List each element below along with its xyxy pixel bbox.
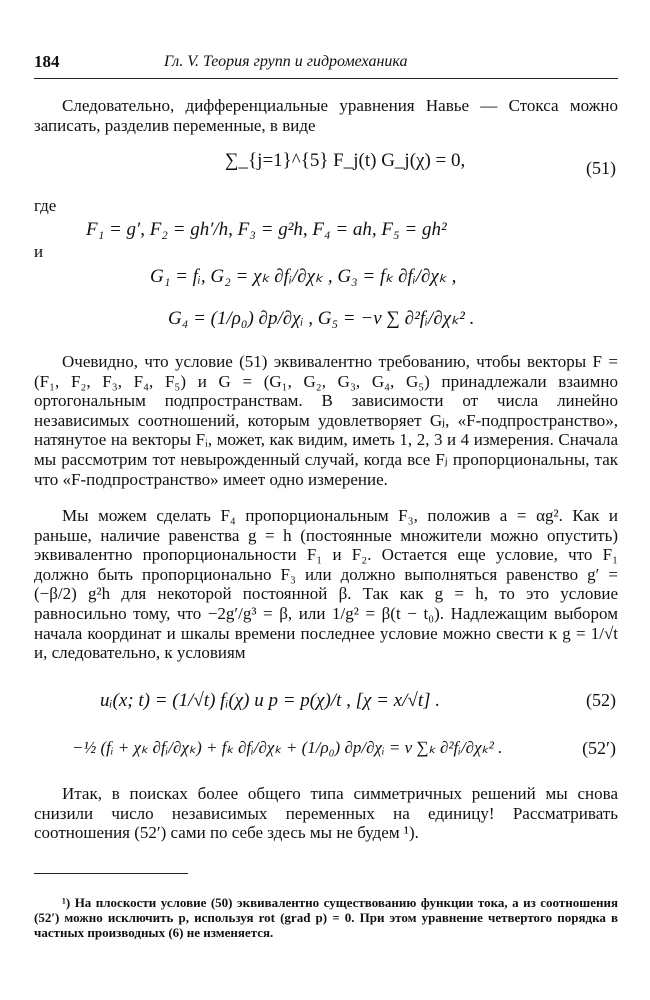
page-number: 184: [34, 52, 60, 71]
paragraph-3: Мы можем сделать F₄ пропорциональным F₃, положив a = αg². Как и раньше, наличие равенства g = h (постоянные множители можно опустить) эквивалентно пропорциональности F₁ и F₂. Остается еще условие, что F₁ должно быть пропорционально F₃ или должно выполняться равенство g′ = (−β/2) g²h для некоторой постоянной β. Так как g = h, то это условие равносильно тому, что −2g′/g³ = β, или 1/g² = β(t − t₀). Надлежащим выбором начала координат и шкалы времени последнее условие можно свести к g = 1/√t и, следовательно, к условиям: [34, 506, 618, 663]
equation-G-definitions-1: G₁ = fᵢ, G₂ = χₖ ∂fᵢ/∂χₖ , G₃ = fₖ ∂fᵢ/∂χₖ ,: [150, 266, 457, 287]
equation-52: uᵢ(x; t) = (1/√t) fᵢ(χ) и p = p(χ)/t , [χ = x/√t] .: [100, 690, 440, 711]
equation-51: ∑_{j=1}^{5} F_j(t) G_j(χ) = 0,: [225, 150, 466, 171]
running-title: Гл. V. Теория групп и гидромеханика: [164, 53, 408, 70]
equation-number-52-prime: (52′): [582, 738, 616, 758]
paragraph-2: Очевидно, что условие (51) эквивалентно требованию, чтобы векторы F = (F₁, F₂, F₃, F₄, F₅) и G = (G₁, G₂, G₃, G₄, G₅) принадлежали взаимно ортогональным подпространствам. В зависимости от числа линейно независимых соотношений, которым удовлетворяет Gⱼ, «F-подпространство», натянутое на векторы Fᵢ, может, как видим, иметь 1, 2, 3 и 4 измерения. Сначала мы рассмотрим тот невырожденный случай, когда все Fⱼ пропорциональны, так что «F-подпространство» имеет одно измерение.: [34, 352, 618, 489]
paragraph-1: Следовательно, дифференциальные уравнения Навье — Стокса можно записать, разделив переменные, в виде: [34, 96, 618, 135]
footnote: ¹) На плоскости условие (50) эквивалентно существованию функции тока, а из соотношения (52′) можно исключить p, используя rot (grad p) = 0. При этом уравнение четвертого порядка в частных производных (6) не изменяется.: [34, 895, 618, 940]
equation-number-51: (51): [586, 158, 616, 178]
and-label: и: [34, 242, 44, 261]
paragraph-4: Итак, в поисках более общего типа симметричных решений мы снова снизили число независимых переменных на единицу! Рассматривать соотношения (52′) сами по себе здесь мы не будем ¹).: [34, 784, 618, 843]
equation-52-prime: −½ (fᵢ + χₖ ∂fᵢ/∂χₖ) + fₖ ∂fᵢ/∂χₖ + (1/ρ₀) ∂p/∂χᵢ = ν ∑ₖ ∂²fᵢ/∂χₖ² .: [72, 738, 503, 757]
running-header: [34, 52, 616, 76]
equation-number-52: (52): [586, 690, 616, 710]
where-label: где: [34, 196, 57, 215]
footnote-rule: [34, 873, 188, 874]
header-rule: [34, 78, 618, 79]
equation-G-definitions-2: G₄ = (1/ρ₀) ∂p/∂χᵢ , G₅ = −ν ∑ ∂²fᵢ/∂χₖ² .: [168, 308, 475, 329]
equation-F-definitions: F₁ = g′, F₂ = gh′/h, F₃ = g²h, F₄ = ah, F₅ = gh²: [86, 219, 447, 240]
